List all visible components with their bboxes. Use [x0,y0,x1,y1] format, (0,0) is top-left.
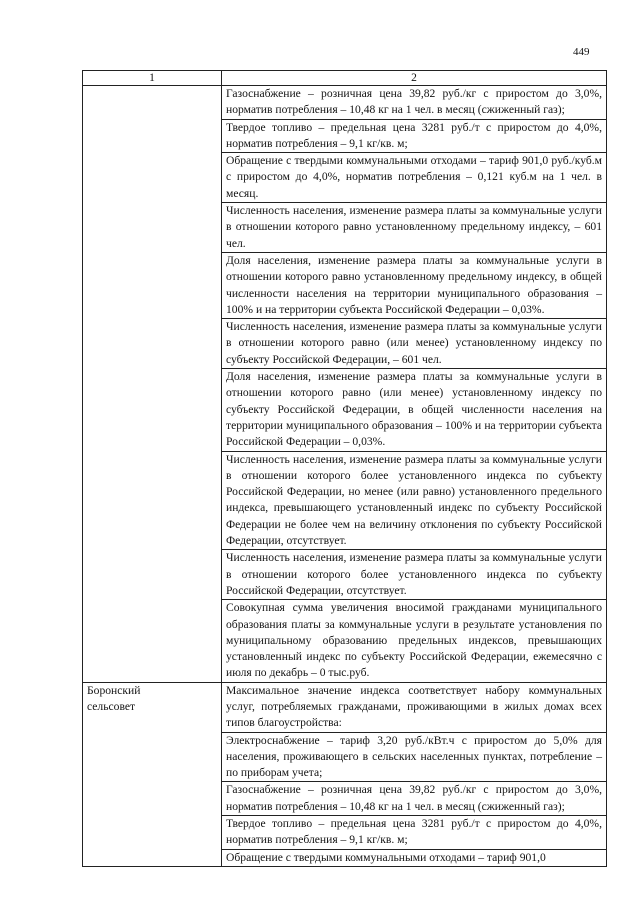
row-label [83,86,222,683]
table-row [83,86,607,683]
paragraph: Численность населения, изменение размера платы за коммунальные услуги в отношении которого равно установленному предельному индексу, – 601 чел. [222,202,606,252]
page-number: 449 [573,46,590,58]
paragraph: Доля населения, изменение размера платы за коммунальные услуги в отношении которого равно (или менее) установленному индексу по субъекту Российской Федерации, в общей численности населения на территории муниципального образования – 100% и на территории субъекта Российской Федерации – 0,03%. [222,368,606,450]
table-row [83,682,607,866]
row-label-line: сельсовет [87,699,136,713]
row-content [222,86,607,683]
paragraph: Численность населения, изменение размера платы за коммунальные услуги в отношении которого более установленного индекса по субъекту Российской Федерации, отсутствует. [222,549,606,599]
header-row [83,71,607,86]
paragraph: Обращение с твердыми коммунальными отходами – тариф 901,0 [222,849,606,866]
column-header-1: 1 [83,71,222,86]
paragraph: Электроснабжение – тариф 3,20 руб./кВт.ч с приростом до 5,0% для населения, проживающего в сельских населенных пунктах, потребление – по приборам учета; [222,732,606,782]
document-table [82,70,607,867]
paragraph: Численность населения, изменение размера платы за коммунальные услуги в отношении которого более установленного индекса по субъекту Российской Федерации, но менее (или равно) установленного предельного индекса, превышающего установленный индекс по субъекту Российской Федерации не более чем на величину отклонения по субъекту Российской Федерации, отсутствует. [222,451,606,550]
paragraph: Газоснабжение – розничная цена 39,82 руб./кг с приростом до 3,0%, норматив потребления – 10,48 кг на 1 чел. в месяц (сжиженный газ); [226,87,602,117]
row-label-boronsky [83,682,222,866]
paragraph: Численность населения, изменение размера платы за коммунальные услуги в отношении которого равно (или менее) установленному индексу по субъекту Российской Федерации, – 601 чел. [222,318,606,368]
paragraph: Газоснабжение – розничная цена 39,82 руб./кг с приростом до 3,0%, норматив потребления – 10,48 кг на 1 чел. в месяц (сжиженный газ); [222,781,606,815]
paragraph: Обращение с твердыми коммунальными отходами – тариф 901,0 руб./куб.м с приростом до 4,0%, норматив потребления – 0,121 куб.м на 1 чел. в месяц. [222,152,606,202]
row-content [222,682,607,866]
paragraph: Максимальное значение индекса соответствует набору коммунальных услуг, потребляемых гражданами, проживающими в жилых домах всех типов благоустройства: [226,683,602,730]
paragraph: Твердое топливо – предельная цена 3281 руб./т с приростом до 4,0%, норматив потребления – 9,1 кг/кв. м; [222,119,606,153]
paragraph: Твердое топливо – предельная цена 3281 руб./т с приростом до 4,0%, норматив потребления – 9,1 кг/кв. м; [222,815,606,849]
row-label-line: Боронский [87,683,141,697]
paragraph: Доля населения, изменение размера платы за коммунальные услуги в отношении которого равно установленному предельному индексу, в общей численности населения на территории муниципального образования – 100% и на территории субъекта Российской Федерации – 0,03%. [222,252,606,318]
column-header-2: 2 [222,71,607,86]
paragraph: Совокупная сумма увеличения вносимой гражданами муниципального образования платы за коммунальные услуги в результате установления по муниципальному образованию предельных индексов, превышающих установленный индекс по субъекту Российской Федерации, ежемесячно с июля по декабрь – 0 тыс.руб. [222,599,606,681]
